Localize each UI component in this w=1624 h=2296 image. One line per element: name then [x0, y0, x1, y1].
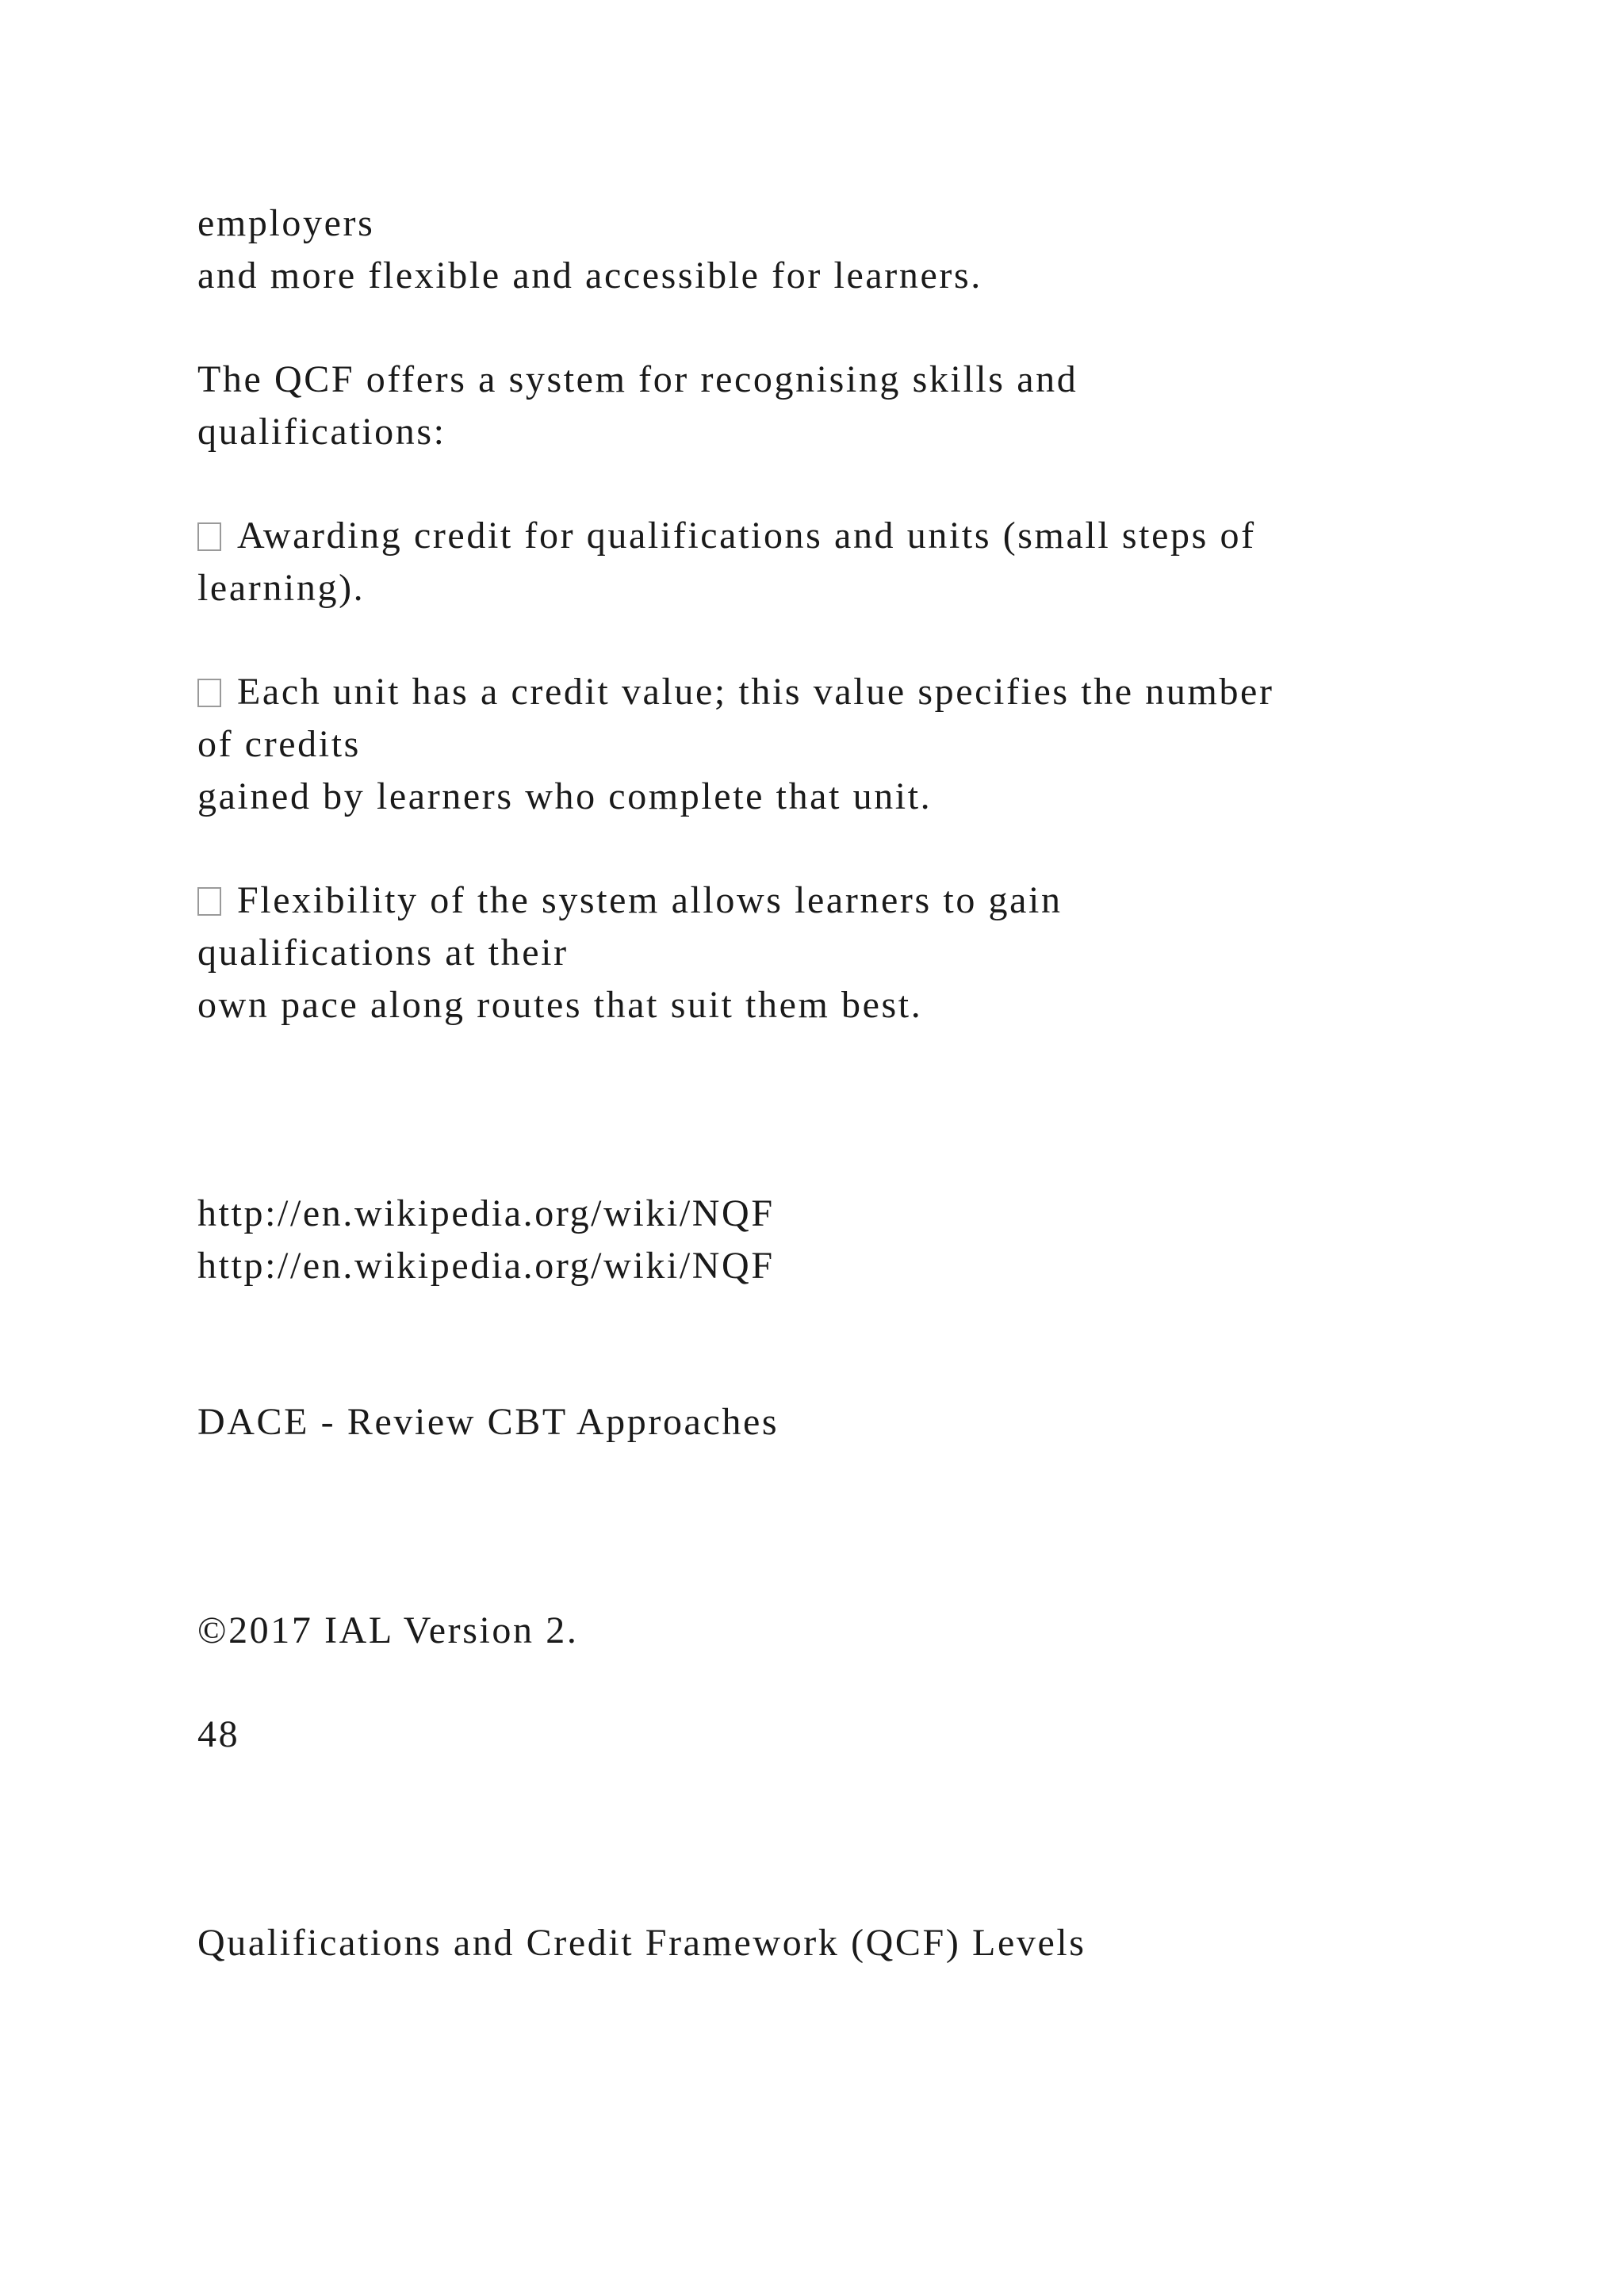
- bullet-line: [197, 879, 1063, 921]
- bullet-line: [197, 673, 1274, 711]
- text-line: employers: [197, 202, 375, 244]
- bullet-line: of credits: [197, 723, 361, 765]
- reference-link[interactable]: http://en.wikipedia.org/wiki/NQF: [197, 1192, 775, 1234]
- bullet-line: qualifications at their: [197, 932, 569, 974]
- bullet-line: learning).: [197, 567, 366, 609]
- intro-line: The QCF offers a system for recognising skills and: [197, 358, 1078, 400]
- text-line: and more flexible and accessible for learners.: [197, 254, 982, 297]
- bullet-text: Each unit has a credit value; this value specifies the number: [237, 671, 1274, 713]
- reference-link[interactable]: http://en.wikipedia.org/wiki/NQF: [197, 1245, 775, 1287]
- bullet-text: Awarding credit for qualifications and units (small steps of: [237, 515, 1256, 557]
- bullet-line: [197, 517, 1256, 555]
- bullet-icon: [197, 887, 221, 916]
- bullet-icon: [197, 522, 221, 551]
- section-heading: Qualifications and Credit Framework (QCF) Levels: [197, 1922, 1086, 1964]
- footer-title: DACE - Review CBT Approaches: [197, 1401, 779, 1443]
- bullet-line: own pace along routes that suit them best.: [197, 984, 923, 1026]
- bullet-icon: [197, 679, 221, 707]
- bullet-line: gained by learners who complete that unit.: [197, 775, 933, 817]
- page-number: 48: [197, 1713, 240, 1755]
- copyright: ©2017 IAL Version 2.: [197, 1609, 579, 1651]
- bullet-text: Flexibility of the system allows learners to gain: [237, 879, 1063, 921]
- intro-line: qualifications:: [197, 411, 446, 453]
